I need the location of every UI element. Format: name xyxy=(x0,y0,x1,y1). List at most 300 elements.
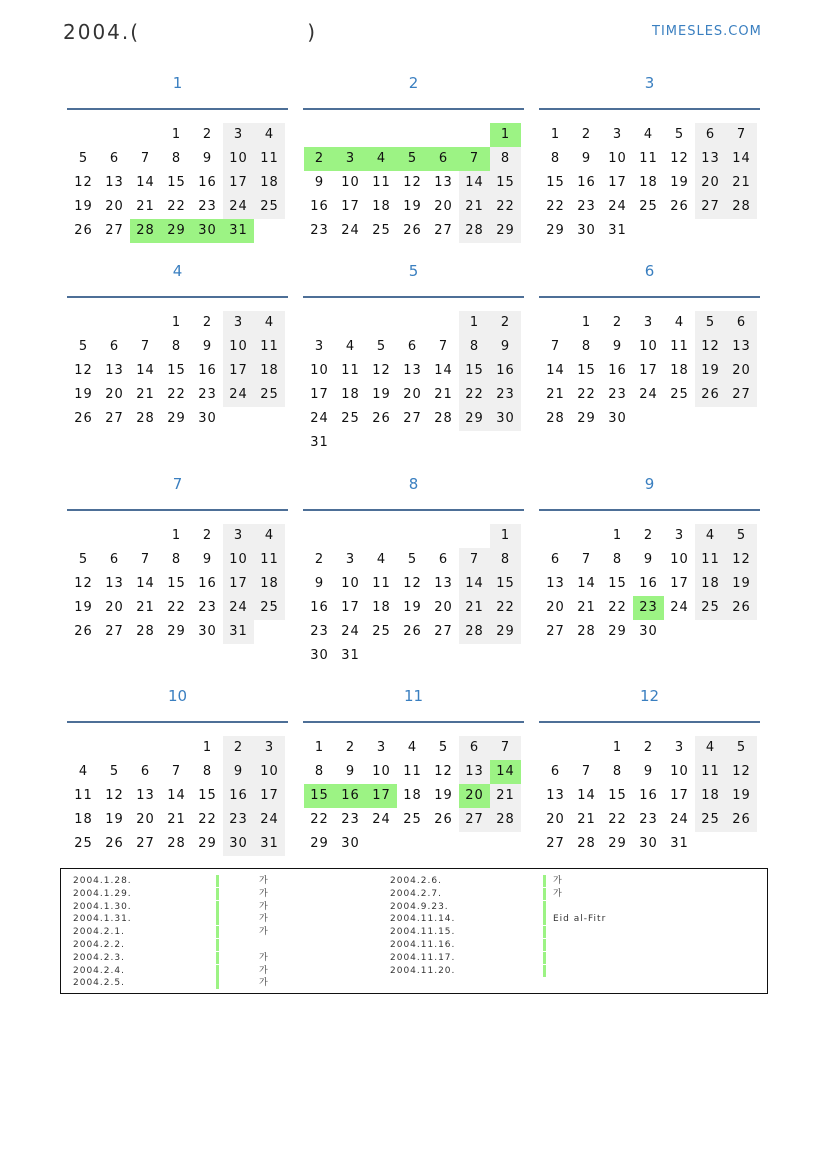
day-cell: 23 xyxy=(341,812,360,827)
holiday-day-cell: 2 xyxy=(304,147,335,171)
day-cell: 3 xyxy=(314,339,325,354)
day-cell: 16 xyxy=(198,363,217,378)
day-cell: 21 xyxy=(136,199,155,214)
month-grid xyxy=(303,721,524,851)
note-date: 2004.2.7. xyxy=(390,888,442,899)
day-cell: 16 xyxy=(639,576,658,591)
month-title: 2 xyxy=(408,74,419,92)
day-cell: 21 xyxy=(577,600,596,615)
holiday-day-cell: 15 xyxy=(304,784,335,808)
day-cell: 21 xyxy=(136,600,155,615)
day-cell: 27 xyxy=(403,411,422,426)
day-cell: 18 xyxy=(372,199,391,214)
day-cell: 29 xyxy=(577,411,596,426)
day-cell: 15 xyxy=(459,359,490,383)
holiday-day-cell: 1 xyxy=(490,123,521,147)
day-cell: 10 xyxy=(223,147,254,171)
site-brand-link[interactable]: TIMESLES.COM xyxy=(652,24,762,39)
day-cell: 4 xyxy=(407,740,418,755)
day-cell: 12 xyxy=(726,548,757,572)
day-cell: 10 xyxy=(639,339,658,354)
month-block xyxy=(67,258,288,426)
note-date: 2004.1.30. xyxy=(73,901,132,912)
day-cell: 24 xyxy=(608,199,627,214)
day-cell: 12 xyxy=(726,760,757,784)
day-cell: 19 xyxy=(403,199,422,214)
day-cell: 28 xyxy=(490,808,521,832)
day-cell: 10 xyxy=(372,764,391,779)
day-cell: 25 xyxy=(695,596,726,620)
day-cell: 11 xyxy=(639,151,658,166)
day-cell: 25 xyxy=(254,383,285,407)
note-marker xyxy=(543,875,546,887)
day-cell: 22 xyxy=(490,195,521,219)
day-cell: 17 xyxy=(223,359,254,383)
day-cell: 31 xyxy=(310,435,329,450)
day-cell: 17 xyxy=(254,784,285,808)
day-cell: 11 xyxy=(695,760,726,784)
day-cell: 25 xyxy=(639,199,658,214)
day-cell: 11 xyxy=(372,175,391,190)
day-cell: 2 xyxy=(314,552,325,567)
day-cell: 5 xyxy=(109,764,120,779)
day-cell: 14 xyxy=(726,147,757,171)
day-cell: 6 xyxy=(109,151,120,166)
day-cell: 12 xyxy=(372,363,391,378)
day-cell: 5 xyxy=(726,524,757,548)
day-cell: 5 xyxy=(376,339,387,354)
day-cell: 6 xyxy=(726,311,757,335)
day-cell: 11 xyxy=(372,576,391,591)
day-cell: 27 xyxy=(546,836,565,851)
month-block xyxy=(539,683,760,851)
day-cell: 10 xyxy=(254,760,285,784)
day-cell: 6 xyxy=(109,552,120,567)
day-cell: 10 xyxy=(608,151,627,166)
day-cell: 2 xyxy=(581,127,592,142)
month-block xyxy=(539,471,760,639)
day-cell: 18 xyxy=(254,572,285,596)
day-cell: 31 xyxy=(254,832,285,856)
day-cell: 17 xyxy=(639,363,658,378)
day-cell: 12 xyxy=(105,788,124,803)
day-cell: 1 xyxy=(171,127,182,142)
day-cell: 15 xyxy=(167,175,186,190)
day-cell: 14 xyxy=(136,363,155,378)
day-cell: 26 xyxy=(403,223,422,238)
day-cell: 20 xyxy=(105,600,124,615)
note-date: 2004.11.14. xyxy=(390,914,456,925)
day-cell: 8 xyxy=(459,335,490,359)
day-cell: 15 xyxy=(608,788,627,803)
day-cell: 22 xyxy=(310,812,329,827)
day-cell: 14 xyxy=(459,572,490,596)
day-cell: 1 xyxy=(550,127,561,142)
day-cell: 29 xyxy=(167,411,186,426)
note-date: 2004.2.1. xyxy=(73,927,125,938)
day-cell: 14 xyxy=(459,171,490,195)
day-cell: 20 xyxy=(726,359,757,383)
day-cell: 19 xyxy=(726,572,757,596)
month-grid xyxy=(303,108,524,238)
day-cell: 8 xyxy=(202,764,213,779)
day-cell: 18 xyxy=(254,171,285,195)
note-date: 2004.2.6. xyxy=(390,876,442,886)
holiday-notes xyxy=(60,868,768,994)
day-cell: 12 xyxy=(695,335,726,359)
day-cell: 3 xyxy=(376,740,387,755)
day-cell: 2 xyxy=(490,311,521,335)
day-cell: 13 xyxy=(546,576,565,591)
day-cell: 2 xyxy=(612,315,623,330)
day-cell: 16 xyxy=(223,784,254,808)
day-cell: 4 xyxy=(695,736,726,760)
day-cell: 19 xyxy=(726,784,757,808)
day-cell: 13 xyxy=(546,788,565,803)
day-cell: 4 xyxy=(254,311,285,335)
note-marker xyxy=(216,926,219,938)
day-cell: 13 xyxy=(105,576,124,591)
day-cell: 25 xyxy=(695,808,726,832)
day-cell: 1 xyxy=(490,524,521,548)
day-cell: 2 xyxy=(643,740,654,755)
day-cell: 9 xyxy=(202,339,213,354)
day-cell: 3 xyxy=(612,127,623,142)
day-cell: 21 xyxy=(577,812,596,827)
month-grid xyxy=(539,509,760,639)
day-cell: 1 xyxy=(612,740,623,755)
day-cell: 10 xyxy=(341,576,360,591)
holiday-day-cell: 5 xyxy=(397,147,428,171)
day-cell: 24 xyxy=(341,624,360,639)
day-cell: 17 xyxy=(670,788,689,803)
day-cell: 9 xyxy=(345,764,356,779)
day-cell: 11 xyxy=(670,339,689,354)
day-cell: 7 xyxy=(726,123,757,147)
day-cell: 10 xyxy=(310,363,329,378)
day-cell: 21 xyxy=(167,812,186,827)
note-date: 2004.9.23. xyxy=(390,901,449,912)
day-cell: 22 xyxy=(577,387,596,402)
day-cell: 26 xyxy=(726,596,757,620)
day-cell: 16 xyxy=(577,175,596,190)
month-grid xyxy=(539,721,760,851)
day-cell: 12 xyxy=(670,151,689,166)
day-cell: 15 xyxy=(577,363,596,378)
day-cell: 11 xyxy=(254,548,285,572)
day-cell: 9 xyxy=(490,335,521,359)
holiday-day-cell: 4 xyxy=(366,147,397,171)
day-cell: 5 xyxy=(438,740,449,755)
month-grid xyxy=(67,296,288,426)
day-cell: 5 xyxy=(407,552,418,567)
day-cell: 22 xyxy=(167,387,186,402)
day-cell: 14 xyxy=(136,175,155,190)
day-cell: 18 xyxy=(74,812,93,827)
day-cell: 27 xyxy=(726,383,757,407)
day-cell: 26 xyxy=(105,836,124,851)
day-cell: 15 xyxy=(490,572,521,596)
day-cell: 20 xyxy=(546,812,565,827)
day-cell: 29 xyxy=(490,620,521,644)
note-date: 2004.11.20. xyxy=(390,965,456,976)
day-cell: 4 xyxy=(254,524,285,548)
month-title: 3 xyxy=(644,74,655,92)
day-cell: 22 xyxy=(608,600,627,615)
note-marker xyxy=(543,926,546,938)
day-cell: 17 xyxy=(670,576,689,591)
month-title: 9 xyxy=(644,475,655,493)
month-block xyxy=(67,471,288,639)
note-marker xyxy=(216,875,219,887)
day-cell: 13 xyxy=(434,576,453,591)
day-cell: 24 xyxy=(372,812,391,827)
day-cell: 16 xyxy=(310,600,329,615)
day-cell: 17 xyxy=(608,175,627,190)
day-cell: 16 xyxy=(639,788,658,803)
day-cell: 4 xyxy=(376,552,387,567)
day-cell: 14 xyxy=(136,576,155,591)
note-text: 가 xyxy=(259,888,269,899)
day-cell: 27 xyxy=(105,411,124,426)
day-cell: 6 xyxy=(550,552,561,567)
month-grid xyxy=(303,296,524,450)
day-cell: 28 xyxy=(726,195,757,219)
month-grid xyxy=(67,108,288,238)
day-cell: 27 xyxy=(136,836,155,851)
day-cell: 16 xyxy=(198,175,217,190)
day-cell: 18 xyxy=(341,387,360,402)
day-cell: 26 xyxy=(695,383,726,407)
day-cell: 27 xyxy=(695,195,726,219)
note-marker xyxy=(216,977,219,989)
month-grid xyxy=(67,721,288,851)
day-cell: 12 xyxy=(403,175,422,190)
day-cell: 8 xyxy=(490,548,521,572)
holiday-day-cell: 14 xyxy=(490,760,521,784)
day-cell: 9 xyxy=(314,576,325,591)
day-cell: 8 xyxy=(612,764,623,779)
day-cell: 25 xyxy=(254,596,285,620)
day-cell: 24 xyxy=(310,411,329,426)
day-cell: 25 xyxy=(341,411,360,426)
day-cell: 13 xyxy=(726,335,757,359)
day-cell: 28 xyxy=(546,411,565,426)
day-cell: 24 xyxy=(223,383,254,407)
day-cell: 18 xyxy=(695,572,726,596)
holiday-day-cell: 3 xyxy=(335,147,366,171)
day-cell: 25 xyxy=(254,195,285,219)
day-cell: 26 xyxy=(372,411,391,426)
day-cell: 10 xyxy=(223,335,254,359)
day-cell: 5 xyxy=(78,151,89,166)
note-date: 2004.1.29. xyxy=(73,888,132,899)
day-cell: 19 xyxy=(105,812,124,827)
day-cell: 11 xyxy=(695,548,726,572)
month-block xyxy=(539,258,760,426)
note-date: 2004.11.16. xyxy=(390,940,456,950)
day-cell: 7 xyxy=(581,552,592,567)
day-cell: 4 xyxy=(345,339,356,354)
day-cell: 29 xyxy=(608,836,627,851)
day-cell: 8 xyxy=(550,151,561,166)
day-cell: 8 xyxy=(314,764,325,779)
day-cell: 31 xyxy=(670,836,689,851)
day-cell: 29 xyxy=(546,223,565,238)
day-cell: 7 xyxy=(581,764,592,779)
day-cell: 24 xyxy=(639,387,658,402)
day-cell: 23 xyxy=(198,387,217,402)
day-cell: 22 xyxy=(546,199,565,214)
month-grid xyxy=(303,509,524,663)
day-cell: 18 xyxy=(254,359,285,383)
day-cell: 14 xyxy=(577,788,596,803)
day-cell: 30 xyxy=(198,624,217,639)
day-cell: 23 xyxy=(608,387,627,402)
note-marker xyxy=(216,965,219,977)
day-cell: 26 xyxy=(434,812,453,827)
day-cell: 24 xyxy=(223,596,254,620)
day-cell: 17 xyxy=(223,171,254,195)
day-cell: 12 xyxy=(74,576,93,591)
day-cell: 5 xyxy=(695,311,726,335)
day-cell: 24 xyxy=(670,600,689,615)
day-cell: 15 xyxy=(167,363,186,378)
day-cell: 6 xyxy=(109,339,120,354)
day-cell: 27 xyxy=(434,223,453,238)
note-marker xyxy=(543,901,546,913)
day-cell: 14 xyxy=(434,363,453,378)
day-cell: 12 xyxy=(74,175,93,190)
day-cell: 20 xyxy=(695,171,726,195)
note-text: 가 xyxy=(259,914,269,925)
day-cell: 31 xyxy=(608,223,627,238)
holiday-day-cell: 17 xyxy=(366,784,397,808)
month-grid xyxy=(539,296,760,426)
day-cell: 22 xyxy=(167,199,186,214)
day-cell: 19 xyxy=(74,387,93,402)
day-cell: 19 xyxy=(74,600,93,615)
day-cell: 3 xyxy=(345,552,356,567)
day-cell: 1 xyxy=(202,740,213,755)
day-cell: 3 xyxy=(223,311,254,335)
day-cell: 12 xyxy=(403,576,422,591)
note-text: 가 xyxy=(553,876,563,886)
day-cell: 1 xyxy=(171,315,182,330)
day-cell: 10 xyxy=(670,552,689,567)
day-cell: 9 xyxy=(581,151,592,166)
day-cell: 30 xyxy=(341,836,360,851)
day-cell: 3 xyxy=(254,736,285,760)
day-cell: 22 xyxy=(490,596,521,620)
day-cell: 17 xyxy=(341,600,360,615)
day-cell: 9 xyxy=(612,339,623,354)
note-marker xyxy=(216,939,219,951)
day-cell: 31 xyxy=(341,648,360,663)
note-date: 2004.11.17. xyxy=(390,952,456,963)
note-text: Eid al-Fitr xyxy=(553,914,607,925)
day-cell: 7 xyxy=(171,764,182,779)
day-cell: 30 xyxy=(198,411,217,426)
holiday-day-cell: 31 xyxy=(223,219,254,243)
month-title: 6 xyxy=(644,262,655,280)
day-cell: 19 xyxy=(74,199,93,214)
day-cell: 30 xyxy=(639,624,658,639)
day-cell: 17 xyxy=(310,387,329,402)
day-cell: 21 xyxy=(459,195,490,219)
holiday-day-cell: 30 xyxy=(192,219,223,243)
day-cell: 28 xyxy=(577,624,596,639)
day-cell: 13 xyxy=(136,788,155,803)
day-cell: 4 xyxy=(695,524,726,548)
day-cell: 13 xyxy=(403,363,422,378)
day-cell: 28 xyxy=(434,411,453,426)
day-cell: 4 xyxy=(254,123,285,147)
day-cell: 7 xyxy=(140,151,151,166)
day-cell: 18 xyxy=(403,788,422,803)
day-cell: 8 xyxy=(581,339,592,354)
day-cell: 23 xyxy=(310,624,329,639)
note-date: 2004.2.3. xyxy=(73,952,125,963)
day-cell: 24 xyxy=(341,223,360,238)
day-cell: 9 xyxy=(202,151,213,166)
day-cell: 29 xyxy=(167,624,186,639)
note-date: 2004.1.31. xyxy=(73,914,132,925)
day-cell: 30 xyxy=(310,648,329,663)
note-marker xyxy=(216,901,219,913)
day-cell: 23 xyxy=(577,199,596,214)
day-cell: 19 xyxy=(403,600,422,615)
month-title: 12 xyxy=(639,687,660,705)
note-marker xyxy=(543,888,546,900)
day-cell: 6 xyxy=(459,736,490,760)
day-cell: 27 xyxy=(459,808,490,832)
day-cell: 5 xyxy=(78,339,89,354)
day-cell: 12 xyxy=(434,764,453,779)
note-text: 가 xyxy=(259,978,269,989)
day-cell: 23 xyxy=(198,199,217,214)
holiday-day-cell: 6 xyxy=(428,147,459,171)
day-cell: 29 xyxy=(198,836,217,851)
day-cell: 26 xyxy=(74,411,93,426)
day-cell: 28 xyxy=(577,836,596,851)
month-block xyxy=(303,258,524,450)
note-marker xyxy=(216,952,219,964)
day-cell: 6 xyxy=(550,764,561,779)
day-cell: 7 xyxy=(438,339,449,354)
day-cell: 6 xyxy=(140,764,151,779)
day-cell: 19 xyxy=(434,788,453,803)
day-cell: 14 xyxy=(546,363,565,378)
note-date: 2004.2.5. xyxy=(73,978,125,989)
holiday-day-cell: 28 xyxy=(130,219,161,243)
day-cell: 21 xyxy=(490,784,521,808)
day-cell: 15 xyxy=(546,175,565,190)
note-marker xyxy=(543,939,546,951)
day-cell: 20 xyxy=(136,812,155,827)
note-text: 가 xyxy=(259,901,269,912)
note-text: 가 xyxy=(259,876,269,886)
day-cell: 8 xyxy=(171,151,182,166)
day-cell: 15 xyxy=(490,171,521,195)
note-date: 2004.1.28. xyxy=(73,876,132,886)
day-cell: 27 xyxy=(105,223,124,238)
day-cell: 9 xyxy=(643,764,654,779)
day-cell: 20 xyxy=(403,387,422,402)
day-cell: 23 xyxy=(198,600,217,615)
day-cell: 22 xyxy=(167,600,186,615)
day-cell: 17 xyxy=(341,199,360,214)
